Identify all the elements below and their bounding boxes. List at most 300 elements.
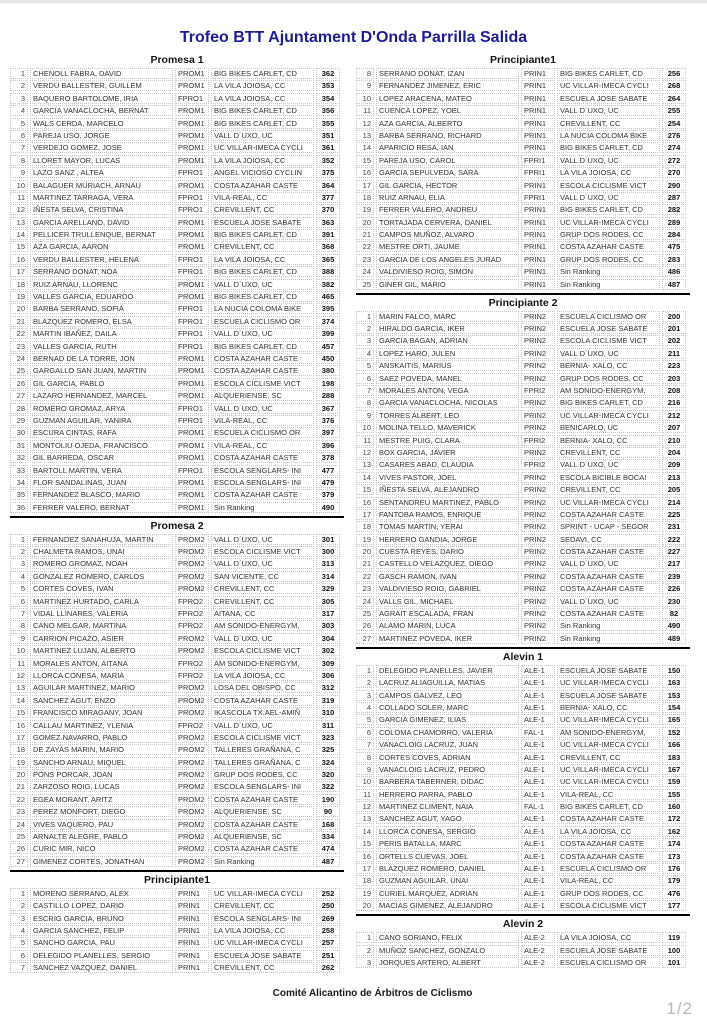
club-name: BIG BIKES CARLET, CD bbox=[557, 204, 660, 215]
page-title: Trofeo BTT Ajuntament D'Onda Parrilla Salida bbox=[179, 29, 528, 46]
row-number: 5 bbox=[356, 714, 374, 725]
club-name: Sin Ranking bbox=[557, 620, 660, 631]
club-name: AM SONIDO-ENERGYM, bbox=[557, 727, 660, 738]
rider-name: BAQUERO BARTOLOME, IRIA bbox=[30, 93, 173, 104]
row-number: 18 bbox=[10, 279, 28, 290]
row-number: 6 bbox=[10, 130, 28, 141]
table-row bbox=[10, 440, 344, 451]
table-row bbox=[356, 521, 690, 532]
dorsal-number: 287 bbox=[662, 192, 686, 203]
rider-name: BALAGUER MURIACH, ARNAU bbox=[30, 180, 173, 191]
rider-name: SANCHEZ AGUT, YAGO bbox=[376, 813, 519, 824]
category-code: ALE-1 bbox=[521, 739, 555, 750]
category-code: PROM2 bbox=[175, 757, 209, 768]
rider-name: LOPEZ ARACENA, MATEO bbox=[376, 93, 519, 104]
row-number: 1 bbox=[10, 888, 28, 899]
dorsal-number: 312 bbox=[316, 682, 340, 693]
row-number: 22 bbox=[356, 241, 374, 252]
table-row bbox=[10, 229, 344, 240]
row-number: 9 bbox=[10, 167, 28, 178]
category-code: PRIN1 bbox=[521, 93, 555, 104]
dorsal-number: 490 bbox=[662, 620, 686, 631]
table-row bbox=[10, 670, 344, 681]
rider-name: GOMEZ NAVARRO, PABLO bbox=[30, 732, 173, 743]
rider-name: FERNANDEZ SANAHUJA, MARTIN bbox=[30, 534, 173, 545]
rider-name: GARCIA SANCHEZ, FELIP bbox=[30, 925, 173, 936]
category-code: PRIN1 bbox=[521, 241, 555, 252]
table-row bbox=[10, 843, 344, 854]
category-code: PROM1 bbox=[175, 477, 209, 488]
dorsal-number: 210 bbox=[662, 435, 686, 446]
row-number: 16 bbox=[356, 167, 374, 178]
rider-name: ALAMO MARIN, LUCA bbox=[376, 620, 519, 631]
row-number: 25 bbox=[10, 831, 28, 842]
row-number: 14 bbox=[356, 142, 374, 153]
row-number: 14 bbox=[10, 695, 28, 706]
dorsal-number: 450 bbox=[316, 353, 340, 364]
category-code: FPRI1 bbox=[521, 192, 555, 203]
category-code: FPRO2 bbox=[175, 720, 209, 731]
row-number: 5 bbox=[10, 583, 28, 594]
club-name: BIG BIKES CARLET, CD bbox=[211, 229, 314, 240]
table-row bbox=[356, 180, 690, 191]
dorsal-number: 305 bbox=[316, 596, 340, 607]
club-name: VALL D´UXO, UC bbox=[557, 105, 660, 116]
category-code: PRIN2 bbox=[521, 509, 555, 520]
club-name: BERNIA- XALO, CC bbox=[557, 360, 660, 371]
row-number: 19 bbox=[356, 534, 374, 545]
rider-name: CANO SORIANO, FELIX bbox=[376, 932, 519, 943]
rider-name: ORTELLS CUEVAS, JOEL bbox=[376, 851, 519, 862]
table-row bbox=[356, 360, 690, 371]
category-code: PRIN2 bbox=[521, 335, 555, 346]
rider-name: GIL BARREDA, OSCAR bbox=[30, 452, 173, 463]
category-code: PRIN2 bbox=[521, 583, 555, 594]
row-number: 4 bbox=[356, 702, 374, 713]
table-row bbox=[356, 690, 690, 701]
category-code: FPRO2 bbox=[175, 596, 209, 607]
club-name: ESCOLA SENGLARS- INI bbox=[211, 465, 314, 476]
row-number: 35 bbox=[10, 489, 28, 500]
club-name: COSTA AZAHAR CASTE bbox=[211, 843, 314, 854]
category-code: ALE-1 bbox=[521, 900, 555, 911]
category-code: PRIN1 bbox=[521, 118, 555, 129]
dorsal-number: 211 bbox=[662, 348, 686, 359]
table-row bbox=[10, 888, 344, 899]
rider-name: AGRAIT ESCALADA, FRAN bbox=[376, 608, 519, 619]
dorsal-number: 487 bbox=[316, 856, 340, 867]
dorsal-number: 303 bbox=[316, 620, 340, 631]
table-row bbox=[356, 167, 690, 178]
dorsal-number: 282 bbox=[662, 204, 686, 215]
table-row bbox=[356, 826, 690, 837]
club-name: BIG BIKES CARLET, CD bbox=[557, 68, 660, 79]
dorsal-number: 208 bbox=[662, 385, 686, 396]
dorsal-number: 251 bbox=[316, 950, 340, 961]
rider-name: CASTELLO VELAZQUEZ, DIEGO bbox=[376, 558, 519, 569]
row-number: 11 bbox=[10, 192, 28, 203]
table-row bbox=[356, 957, 690, 968]
table-row bbox=[356, 851, 690, 862]
category-code: PROM2 bbox=[175, 744, 209, 755]
dorsal-number: 168 bbox=[316, 819, 340, 830]
table-row bbox=[356, 596, 690, 607]
dorsal-number: 283 bbox=[662, 254, 686, 265]
table-row bbox=[10, 390, 344, 401]
dorsal-number: 258 bbox=[316, 925, 340, 936]
row-number: 7 bbox=[10, 608, 28, 619]
table-row bbox=[356, 863, 690, 874]
dorsal-number: 201 bbox=[662, 323, 686, 334]
table-row bbox=[356, 752, 690, 763]
category-code: ALE-1 bbox=[521, 813, 555, 824]
row-number: 15 bbox=[10, 241, 28, 252]
rider-name: PAREJA USO, JORGE bbox=[30, 130, 173, 141]
category-code: ALE-2 bbox=[521, 957, 555, 968]
rider-name: MORALES ANTON, AITANA bbox=[30, 658, 173, 669]
table-row bbox=[356, 385, 690, 396]
club-name: ESCUELA JOSE SABATE bbox=[557, 690, 660, 701]
club-name: COSTA AZAHAR CASTE bbox=[211, 353, 314, 364]
category-code: ALE-1 bbox=[521, 851, 555, 862]
club-name: UC VILLAR-IMECA CYCLI bbox=[557, 776, 660, 787]
category-code: FPRO2 bbox=[175, 670, 209, 681]
club-name: GRUP DOS RODES, CC bbox=[557, 373, 660, 384]
category-code: FPRO1 bbox=[175, 93, 209, 104]
category-code: PRIN2 bbox=[521, 521, 555, 532]
dorsal-number: 391 bbox=[316, 229, 340, 240]
row-number: 11 bbox=[356, 789, 374, 800]
rider-name: TOMAS MARTIN, YERAI bbox=[376, 521, 519, 532]
rider-name: MOLINA TELLO, MAVERICK bbox=[376, 422, 519, 433]
table-row bbox=[10, 937, 344, 948]
dorsal-number: 353 bbox=[316, 80, 340, 91]
rider-name: LLORET MAYOR, LUCAS bbox=[30, 155, 173, 166]
table-row bbox=[10, 93, 344, 104]
left-column bbox=[10, 53, 344, 975]
table-row bbox=[10, 819, 344, 830]
dorsal-number: 489 bbox=[662, 633, 686, 644]
category-code: PROM1 bbox=[175, 105, 209, 116]
rider-name: ESCRIG GARCIA, BRUNO bbox=[30, 913, 173, 924]
club-name: LA VILA JOIOSA, CC bbox=[211, 155, 314, 166]
dorsal-number: 334 bbox=[316, 831, 340, 842]
rider-name: GARGALLO SAN JUAN, MARTIN bbox=[30, 365, 173, 376]
rider-name: LAZO SANZ , ALTEA bbox=[30, 167, 173, 178]
row-number: 27 bbox=[10, 390, 28, 401]
dorsal-number: 257 bbox=[316, 937, 340, 948]
row-number: 13 bbox=[356, 130, 374, 141]
category-code: PRIN2 bbox=[521, 311, 555, 322]
dorsal-number: 367 bbox=[316, 403, 340, 414]
category-code: ALE-1 bbox=[521, 789, 555, 800]
table-row bbox=[356, 900, 690, 911]
club-name: ESCUELA JOSE SABATE bbox=[557, 665, 660, 676]
row-number: 3 bbox=[356, 957, 374, 968]
dorsal-number: 356 bbox=[316, 105, 340, 116]
table-row bbox=[356, 311, 690, 322]
row-number: 20 bbox=[10, 769, 28, 780]
club-name: ESCUELA CICLISMO OR bbox=[557, 311, 660, 322]
rider-name: VIVES PASTOR, JOEL bbox=[376, 472, 519, 483]
rider-name: CURIC MIR, NICO bbox=[30, 843, 173, 854]
rider-name: GIL GARCIA, PABLO bbox=[30, 378, 173, 389]
category-code: FPRI2 bbox=[521, 459, 555, 470]
section-title: Promesa 1 bbox=[150, 54, 204, 66]
category-code: FPRO2 bbox=[175, 608, 209, 619]
dorsal-number: 82 bbox=[662, 608, 686, 619]
dorsal-number: 231 bbox=[662, 521, 686, 532]
table-row bbox=[356, 93, 690, 104]
row-number: 10 bbox=[356, 776, 374, 787]
club-name: ALQUERIENSE, SC bbox=[211, 390, 314, 401]
rider-name: SANCHEZ VAZQUEZ, DANIEL bbox=[30, 962, 173, 973]
row-number: 6 bbox=[356, 727, 374, 738]
dorsal-number: 162 bbox=[662, 826, 686, 837]
row-number: 19 bbox=[10, 757, 28, 768]
table-row bbox=[356, 447, 690, 458]
dorsal-number: 173 bbox=[662, 851, 686, 862]
row-number: 23 bbox=[10, 806, 28, 817]
club-name: ESCOLA CICLISME VICT bbox=[211, 546, 314, 557]
rider-name: APARICIO RESA, IAN bbox=[376, 142, 519, 153]
row-number: 19 bbox=[356, 888, 374, 899]
club-name: LA VILA JOIOSA, CC bbox=[211, 93, 314, 104]
row-number: 3 bbox=[356, 690, 374, 701]
dorsal-number: 380 bbox=[316, 365, 340, 376]
row-number: 1 bbox=[10, 534, 28, 545]
table-row bbox=[10, 732, 344, 743]
dorsal-number: 179 bbox=[662, 875, 686, 886]
dorsal-number: 202 bbox=[662, 335, 686, 346]
table-row bbox=[356, 118, 690, 129]
category-code: PROM1 bbox=[175, 427, 209, 438]
row-number: 10 bbox=[10, 645, 28, 656]
row-number: 19 bbox=[356, 204, 374, 215]
rider-name: LACRUZ ALIAGUILLA, MATIAS bbox=[376, 677, 519, 688]
row-number: 4 bbox=[10, 105, 28, 116]
dorsal-number: 351 bbox=[316, 130, 340, 141]
row-number: 31 bbox=[10, 440, 28, 451]
category-code: PROM2 bbox=[175, 831, 209, 842]
rider-name: FRANCISCO MIRAGANY, JOAN bbox=[30, 707, 173, 718]
dorsal-number: 477 bbox=[316, 465, 340, 476]
row-number: 8 bbox=[356, 397, 374, 408]
club-name: BENICARLO, UC bbox=[557, 422, 660, 433]
category-code: ALE-1 bbox=[521, 863, 555, 874]
table-row bbox=[10, 316, 344, 327]
table-row bbox=[10, 68, 344, 79]
club-name: COSTA AZAHAR CASTE bbox=[211, 180, 314, 191]
section-title: Principiante1 bbox=[490, 54, 556, 66]
club-name: COSTA AZAHAR CASTE bbox=[557, 608, 660, 619]
dorsal-number: 217 bbox=[662, 558, 686, 569]
club-name: ESCUELA CICLISMO OR bbox=[211, 427, 314, 438]
table-row bbox=[356, 932, 690, 943]
club-name: TALLERES GRAÑANA, C bbox=[211, 744, 314, 755]
table-row bbox=[356, 435, 690, 446]
dorsal-number: 475 bbox=[662, 241, 686, 252]
rider-name: GIL GARCIA, HECTOR bbox=[376, 180, 519, 191]
table-row bbox=[10, 365, 344, 376]
row-number: 12 bbox=[356, 801, 374, 812]
category-code: PRIN1 bbox=[175, 962, 209, 973]
section bbox=[356, 293, 690, 644]
row-number: 20 bbox=[356, 546, 374, 557]
row-number: 6 bbox=[356, 373, 374, 384]
category-code: PROM1 bbox=[175, 489, 209, 500]
table-row bbox=[10, 744, 344, 755]
row-number: 27 bbox=[10, 856, 28, 867]
dorsal-number: 311 bbox=[316, 720, 340, 731]
club-name: UC VILLAR-IMECA CYCLI bbox=[211, 142, 314, 153]
club-name: UC VILLAR-IMECA CYCLI bbox=[557, 497, 660, 508]
row-number: 3 bbox=[10, 913, 28, 924]
dorsal-number: 289 bbox=[662, 217, 686, 228]
rider-name: AZA GARCIA, AARON bbox=[30, 241, 173, 252]
category-code: PROM1 bbox=[175, 279, 209, 290]
row-number: 8 bbox=[10, 155, 28, 166]
dorsal-number: 163 bbox=[662, 677, 686, 688]
row-number: 3 bbox=[10, 93, 28, 104]
table-row bbox=[10, 720, 344, 731]
rider-name: VERDU BALLESTER, GUILLEM bbox=[30, 80, 173, 91]
category-code: PRIN1 bbox=[521, 105, 555, 116]
dorsal-number: 465 bbox=[316, 291, 340, 302]
category-code: FPRO1 bbox=[175, 415, 209, 426]
category-code: PROM2 bbox=[175, 546, 209, 557]
section-title: Principiante1 bbox=[144, 873, 210, 886]
row-number: 7 bbox=[10, 142, 28, 153]
category-code: ALE-1 bbox=[521, 776, 555, 787]
dorsal-number: 314 bbox=[316, 571, 340, 582]
club-name: ESCOLA SENGLARS- INI bbox=[211, 913, 314, 924]
rider-name: VERDU BALLESTER, HELENA bbox=[30, 254, 173, 265]
row-number: 11 bbox=[10, 658, 28, 669]
club-name: COSTA AZAHAR CASTE bbox=[557, 509, 660, 520]
row-number: 36 bbox=[10, 502, 28, 513]
table-row bbox=[356, 620, 690, 631]
table-row bbox=[356, 323, 690, 334]
club-name: ALQUERIENSE, SC bbox=[211, 831, 314, 842]
table-row bbox=[10, 583, 344, 594]
table-row bbox=[356, 335, 690, 346]
table-row bbox=[10, 596, 344, 607]
row-number: 7 bbox=[356, 739, 374, 750]
table-row bbox=[356, 665, 690, 676]
category-code: ALE-1 bbox=[521, 875, 555, 886]
category-code: PRIN2 bbox=[521, 620, 555, 631]
club-name: BIG BIKES CARLET, CD bbox=[557, 397, 660, 408]
rider-name: DELEGIDO PLANELLES, SERGIO bbox=[30, 950, 173, 961]
row-number: 12 bbox=[356, 118, 374, 129]
club-name: COSTA AZAHAR CASTE bbox=[211, 452, 314, 463]
dorsal-number: 190 bbox=[316, 794, 340, 805]
club-name: Sin Ranking bbox=[211, 856, 314, 867]
dorsal-number: 204 bbox=[662, 447, 686, 458]
dorsal-number: 268 bbox=[662, 80, 686, 91]
table-row bbox=[10, 378, 344, 389]
category-code: PROM1 bbox=[175, 365, 209, 376]
table-row bbox=[10, 769, 344, 780]
rider-name: LOPEZ HARO, JULEN bbox=[376, 348, 519, 359]
table-row bbox=[356, 229, 690, 240]
category-code: PRIN2 bbox=[521, 373, 555, 384]
category-code: PROM1 bbox=[175, 118, 209, 129]
category-code: PROM1 bbox=[175, 241, 209, 252]
club-name: VALL D´UXO, UC bbox=[557, 155, 660, 166]
category-code: PRIN2 bbox=[521, 633, 555, 644]
club-name: VILA-REAL, CC bbox=[557, 875, 660, 886]
table-row bbox=[356, 888, 690, 899]
rider-name: ROMERO GROMAZ, NOAH bbox=[30, 558, 173, 569]
category-code: ALE-1 bbox=[521, 690, 555, 701]
table-row bbox=[356, 422, 690, 433]
dorsal-number: 374 bbox=[316, 316, 340, 327]
table-row bbox=[10, 856, 344, 867]
dorsal-number: 379 bbox=[316, 489, 340, 500]
table-row bbox=[10, 682, 344, 693]
rider-name: GARCIA VANACLOCHA, BERNAT bbox=[30, 105, 173, 116]
club-name: LA NUCIA COLOMA BIKE bbox=[557, 130, 660, 141]
row-number: 24 bbox=[356, 266, 374, 277]
category-code: FPRO1 bbox=[175, 328, 209, 339]
dorsal-number: 302 bbox=[316, 645, 340, 656]
category-code: PROM1 bbox=[175, 180, 209, 191]
club-name: COSTA AZAHAR CASTE bbox=[557, 571, 660, 582]
club-name: ESCOLA CICLISME VICT bbox=[211, 645, 314, 656]
row-number: 7 bbox=[356, 385, 374, 396]
table-row bbox=[356, 945, 690, 956]
row-number: 8 bbox=[10, 620, 28, 631]
table-row bbox=[356, 801, 690, 812]
row-number: 22 bbox=[10, 794, 28, 805]
row-number: 1 bbox=[356, 665, 374, 676]
row-number: 3 bbox=[10, 558, 28, 569]
rider-name: CUENCA LOPEZ, YOEL bbox=[376, 105, 519, 116]
table-row bbox=[10, 900, 344, 911]
table-row bbox=[10, 80, 344, 91]
row-number: 28 bbox=[10, 403, 28, 414]
table-row bbox=[10, 241, 344, 252]
rider-name: LLORCA CONESA, MARIA bbox=[30, 670, 173, 681]
club-name: UC VILLAR-IMECA CYCLI bbox=[557, 677, 660, 688]
club-name: BIG BIKES CARLET, CD bbox=[211, 105, 314, 116]
club-name: ESCUELA CICLISMO OR bbox=[557, 863, 660, 874]
dorsal-number: 209 bbox=[662, 459, 686, 470]
rider-name: MARTINEZ TARRAGA, VERA bbox=[30, 192, 173, 203]
row-number: 8 bbox=[356, 752, 374, 763]
category-code: PROM2 bbox=[175, 558, 209, 569]
rider-name: MORENO SERRANO, ALEX bbox=[30, 888, 173, 899]
club-name: CREVILLENT, CC bbox=[211, 962, 314, 973]
category-code: FPRO2 bbox=[175, 658, 209, 669]
category-code: PRIN1 bbox=[175, 950, 209, 961]
row-number: 26 bbox=[10, 378, 28, 389]
row-number: 22 bbox=[356, 571, 374, 582]
section bbox=[10, 870, 344, 973]
row-number: 20 bbox=[10, 303, 28, 314]
club-name: BIG BIKES CARLET, CD bbox=[211, 118, 314, 129]
table-row bbox=[356, 142, 690, 153]
rider-name: DE ZAYAS MARIN, MARIO bbox=[30, 744, 173, 755]
table-row bbox=[10, 155, 344, 166]
section-title: Promesa 2 bbox=[150, 519, 204, 532]
dorsal-number: 222 bbox=[662, 534, 686, 545]
club-name: SEDAVI, CC bbox=[557, 534, 660, 545]
rider-name: FLOR SANDALINAS, JUAN bbox=[30, 477, 173, 488]
row-number: 18 bbox=[356, 192, 374, 203]
